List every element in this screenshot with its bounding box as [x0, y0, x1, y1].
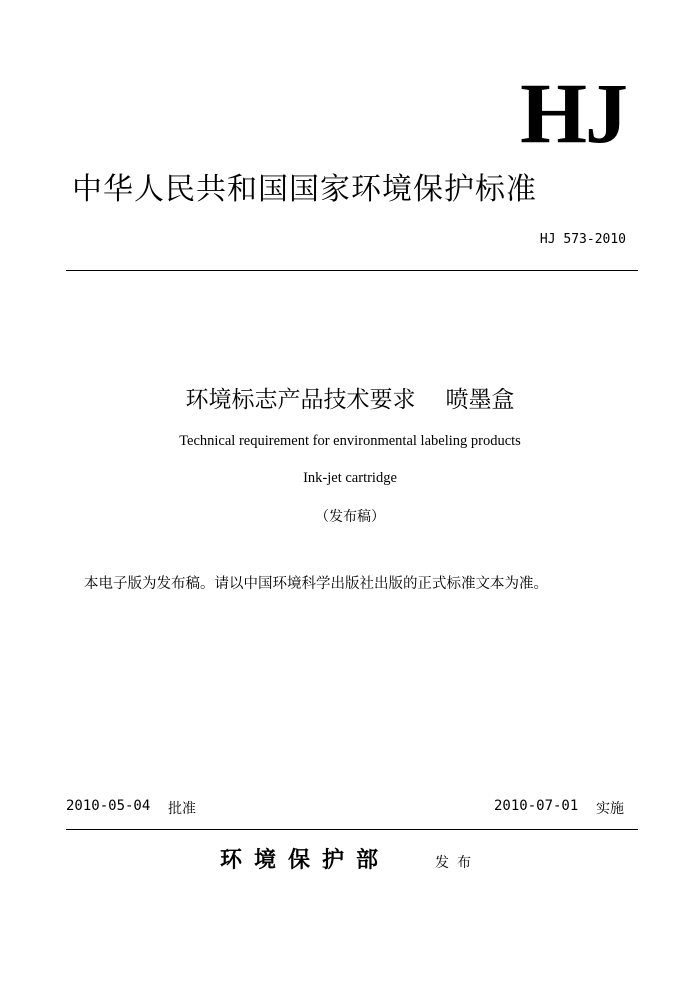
draft-label: （发布稿） [315, 509, 385, 525]
issue-label: 发布 [435, 855, 479, 871]
standard-number: HJ 573-2010 [539, 232, 626, 247]
subtitle-en: Ink-jet cartridge [303, 470, 397, 486]
standard-logo: HJ [520, 65, 626, 161]
implement-label: 实施 [596, 801, 624, 817]
bottom-divider [66, 829, 638, 830]
standard-org-title: 中华人民共和国国家环境保护标准 [72, 172, 537, 207]
title-cn [0, 381, 700, 414]
title-en: Technical requirement for environmental labeling products [179, 433, 521, 449]
implement-date: 2010-07-01 [494, 798, 579, 814]
notice-text: 本电子版为发布稿。请以中国环境科学出版社出版的正式标准文本为准。 [84, 576, 548, 592]
approve-date: 2010-05-04 [66, 798, 151, 814]
issuer-name: 环境保护部 [220, 848, 391, 873]
title-cn-sub: 喷墨盒 [445, 387, 515, 413]
title-cn-main: 环境标志产品技术要求 [185, 387, 416, 413]
approve-label: 批准 [168, 801, 196, 817]
top-divider [66, 270, 638, 271]
